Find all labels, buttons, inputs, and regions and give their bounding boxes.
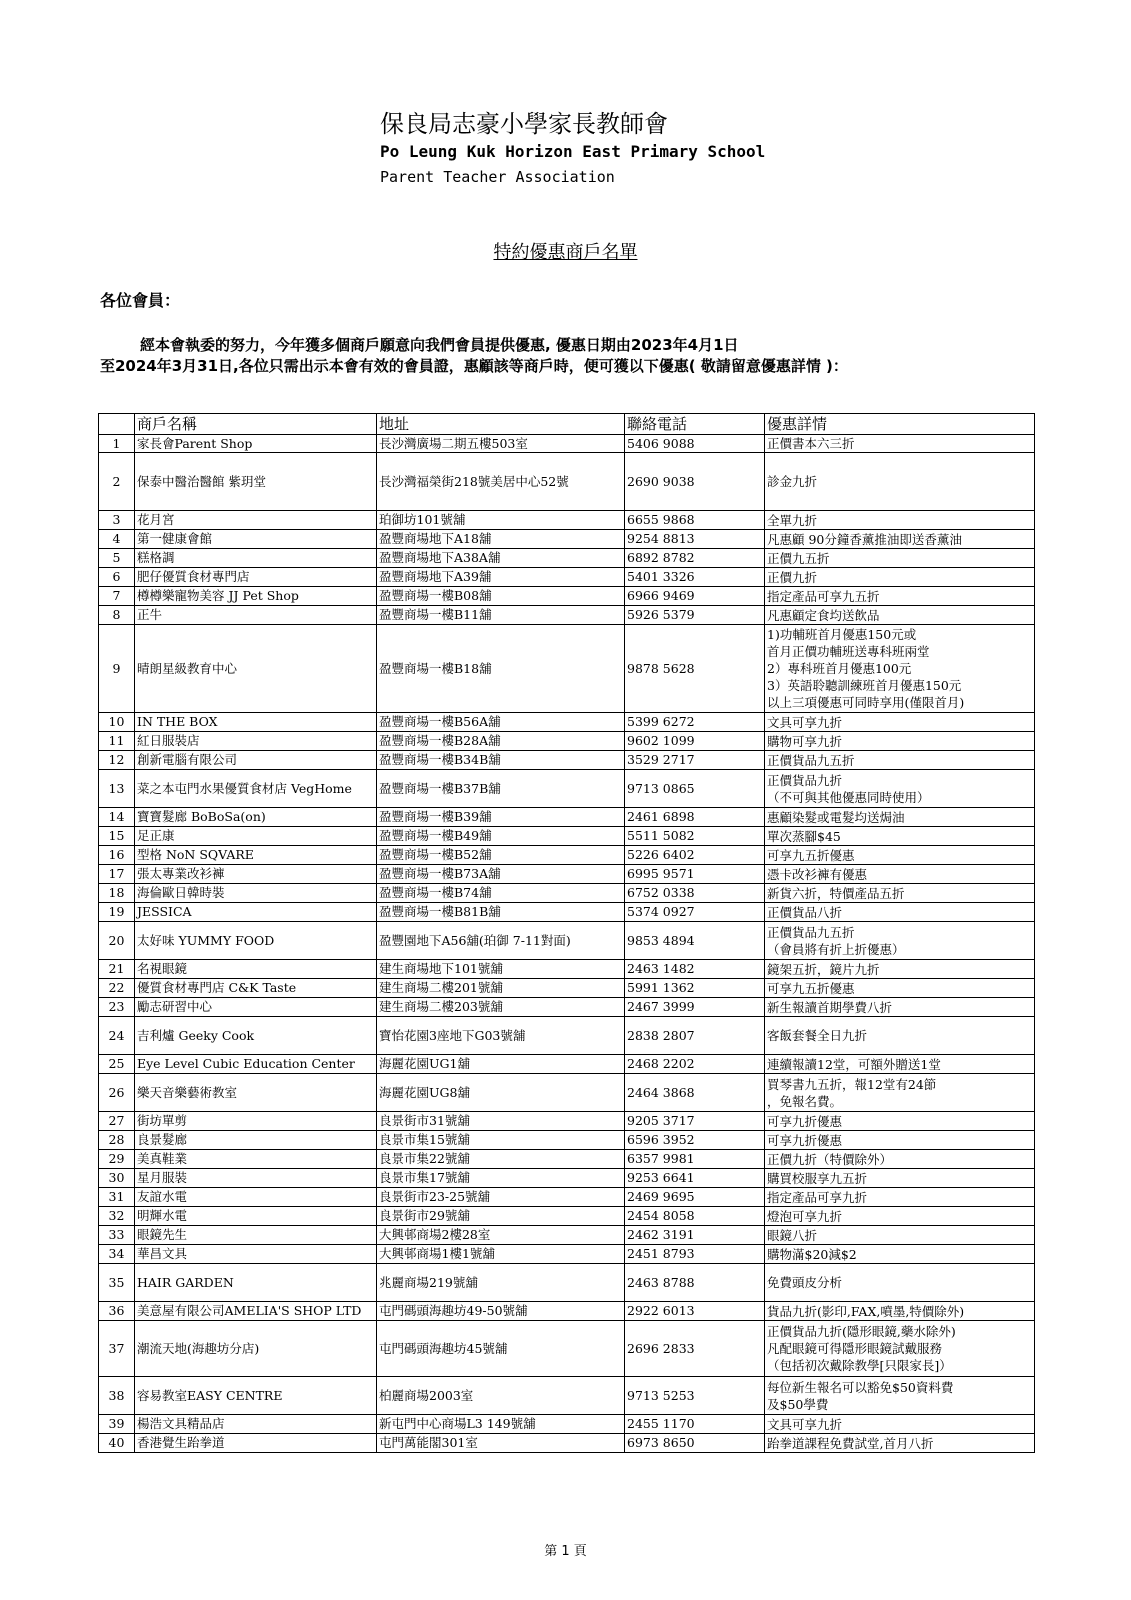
row-number: 16	[99, 846, 135, 865]
row-number: 4	[99, 530, 135, 549]
merchant-address: 屯門碼頭海趣坊49-50號舖	[377, 1302, 625, 1321]
row-number: 29	[99, 1150, 135, 1169]
merchant-name: 香港覺生跆拳道	[135, 1434, 377, 1453]
merchant-name: 勵志研習中心	[135, 998, 377, 1017]
table-header-row	[99, 414, 1035, 435]
row-number: 28	[99, 1131, 135, 1150]
merchant-phone: 2838 2807	[625, 1017, 765, 1055]
row-number: 19	[99, 903, 135, 922]
table-row	[99, 511, 1035, 530]
merchant-address: 盈豐商場一樓B73A舖	[377, 865, 625, 884]
table-row	[99, 1074, 1035, 1112]
merchant-name: 張太專業改衫褲	[135, 865, 377, 884]
merchant-phone: 9878 5628	[625, 625, 765, 713]
row-number: 37	[99, 1321, 135, 1377]
merchant-address: 大興邨商場1樓1號舖	[377, 1245, 625, 1264]
row-number: 9	[99, 625, 135, 713]
merchant-phone: 2922 6013	[625, 1302, 765, 1321]
merchant-name: Eye Level Cubic Education Center	[135, 1055, 377, 1074]
table-row	[99, 960, 1035, 979]
intro-line-1: 經本會執委的努力，今年獲多個商戶願意向我們會員提供優惠, 優惠日期由2023年4月1日	[140, 336, 739, 354]
offer-detail: 正價貨品八折	[765, 903, 1035, 922]
table-row	[99, 1112, 1035, 1131]
merchant-phone: 6752 0338	[625, 884, 765, 903]
table-row	[99, 1321, 1035, 1377]
row-number: 30	[99, 1169, 135, 1188]
merchant-name: 晴朗星級教育中心	[135, 625, 377, 713]
table-row	[99, 1226, 1035, 1245]
row-number: 20	[99, 922, 135, 960]
merchant-address: 盈豐園地下A56舖(珀御 7-11對面)	[377, 922, 625, 960]
merchant-phone: 5511 5082	[625, 827, 765, 846]
merchant-name: 星月服裝	[135, 1169, 377, 1188]
row-number: 15	[99, 827, 135, 846]
offer-detail: 鏡架五折，鏡片九折	[765, 960, 1035, 979]
row-number: 32	[99, 1207, 135, 1226]
merchant-phone: 5406 9088	[625, 435, 765, 453]
table-row	[99, 549, 1035, 568]
row-number: 14	[99, 808, 135, 827]
merchant-name: 花月宮	[135, 511, 377, 530]
intro-line-2: 至2024年3月31日,各位只需出示本會有效的會員證，惠顧該等商戶時，便可獲以下優惠( 敬請留意優惠詳情 )：	[100, 357, 848, 375]
merchant-name: 糕格調	[135, 549, 377, 568]
merchant-name: 正牛	[135, 606, 377, 625]
merchant-name: 太好味 YUMMY FOOD	[135, 922, 377, 960]
row-number: 35	[99, 1264, 135, 1302]
row-number: 33	[99, 1226, 135, 1245]
table-row	[99, 625, 1035, 713]
page-number: 第 1 頁	[544, 1544, 587, 1559]
merchant-name: 優質食材專門店 C&K Taste	[135, 979, 377, 998]
document-title: 特約優惠商戶名單	[493, 242, 638, 263]
offer-detail: 惠顧染髮或電髮均送焗油	[765, 808, 1035, 827]
table-row	[99, 770, 1035, 808]
table-row	[99, 1188, 1035, 1207]
offer-detail: 可享九五折優惠	[765, 979, 1035, 998]
row-number: 24	[99, 1017, 135, 1055]
offer-detail: 可享九折優惠	[765, 1131, 1035, 1150]
merchant-phone: 9853 4894	[625, 922, 765, 960]
offer-detail: 正價貨品九五折 （會員將有折上折優惠）	[765, 922, 1035, 960]
merchant-name: JESSICA	[135, 903, 377, 922]
offer-detail: 買琴書九五折，報12堂有24節 ，免報名費。	[765, 1074, 1035, 1112]
merchant-phone: 2455 1170	[625, 1415, 765, 1434]
merchant-phone: 2454 8058	[625, 1207, 765, 1226]
merchant-name: 街坊單剪	[135, 1112, 377, 1131]
merchant-name: 足正康	[135, 827, 377, 846]
offer-detail: 購物可享九折	[765, 732, 1035, 751]
offer-detail: 眼鏡八折	[765, 1226, 1035, 1245]
merchant-phone: 5226 6402	[625, 846, 765, 865]
merchant-phone: 5991 1362	[625, 979, 765, 998]
table-row	[99, 453, 1035, 511]
merchant-address: 盈豐商場一樓B49舖	[377, 827, 625, 846]
table-row	[99, 1150, 1035, 1169]
merchant-address: 良景街市23-25號舖	[377, 1188, 625, 1207]
merchant-phone: 9713 5253	[625, 1377, 765, 1415]
merchant-name: 美意屋有限公司AMELIA'S SHOP LTD	[135, 1302, 377, 1321]
merchant-name: 良景髮廊	[135, 1131, 377, 1150]
merchant-phone: 2462 3191	[625, 1226, 765, 1245]
merchant-phone: 3529 2717	[625, 751, 765, 770]
merchant-name: 菜之本屯門水果優質食材店 VegHome	[135, 770, 377, 808]
merchant-address: 盈豐商場一樓B28A舖	[377, 732, 625, 751]
row-number: 27	[99, 1112, 135, 1131]
merchant-address: 屯門萬能閣301室	[377, 1434, 625, 1453]
row-number: 26	[99, 1074, 135, 1112]
merchant-name: 保泰中醫治醫館 紫玥堂	[135, 453, 377, 511]
row-number: 18	[99, 884, 135, 903]
row-number: 22	[99, 979, 135, 998]
association-name-zh: 保良局志豪小學家長教師會	[380, 110, 668, 138]
header-address: 地址	[377, 414, 625, 435]
merchant-phone: 2463 1482	[625, 960, 765, 979]
merchant-phone: 2464 3868	[625, 1074, 765, 1112]
merchant-name: 美真鞋業	[135, 1150, 377, 1169]
merchant-name: 肥仔優質食材專門店	[135, 568, 377, 587]
merchant-address: 長沙灣福榮街218號美居中心52號	[377, 453, 625, 511]
header-merchant-name: 商戶名稱	[135, 414, 377, 435]
offer-detail: 新貨六折，特價產品五折	[765, 884, 1035, 903]
table-row	[99, 1131, 1035, 1150]
table-row	[99, 827, 1035, 846]
offer-detail: 正價九折（特價除外）	[765, 1150, 1035, 1169]
salutation: 各位會員：	[100, 291, 181, 310]
merchant-name: 眼鏡先生	[135, 1226, 377, 1245]
row-number: 5	[99, 549, 135, 568]
merchant-phone: 2469 9695	[625, 1188, 765, 1207]
merchant-address: 良景街市29號舖	[377, 1207, 625, 1226]
header-no	[99, 414, 135, 435]
offer-detail: 跆拳道課程免費試堂,首月八折	[765, 1434, 1035, 1453]
table-row	[99, 713, 1035, 732]
merchant-address: 盈豐商場一樓B52舖	[377, 846, 625, 865]
merchant-phone: 6892 8782	[625, 549, 765, 568]
offer-detail: 凡惠顧 90分鐘香薰推油即送香薰油	[765, 530, 1035, 549]
merchant-address: 屯門碼頭海趣坊45號舖	[377, 1321, 625, 1377]
merchant-phone: 9602 1099	[625, 732, 765, 751]
table-row	[99, 732, 1035, 751]
table-row	[99, 1415, 1035, 1434]
merchant-name: 名視眼鏡	[135, 960, 377, 979]
offer-detail: 可享九五折優惠	[765, 846, 1035, 865]
merchant-address: 良景街市31號舖	[377, 1112, 625, 1131]
merchant-address: 盈豐商場一樓B34B舖	[377, 751, 625, 770]
merchant-name: 樽樽樂寵物美容 JJ Pet Shop	[135, 587, 377, 606]
merchant-address: 盈豐商場一樓B81B舖	[377, 903, 625, 922]
table-row	[99, 1055, 1035, 1074]
row-number: 13	[99, 770, 135, 808]
table-row	[99, 530, 1035, 549]
association-name-en: Parent Teacher Association	[380, 168, 615, 186]
table-row	[99, 979, 1035, 998]
offer-detail: 正價九五折	[765, 549, 1035, 568]
table-row	[99, 1017, 1035, 1055]
merchant-phone: 2461 6898	[625, 808, 765, 827]
header-offer-details: 優惠詳情	[765, 414, 1035, 435]
merchant-address: 柏麗商場2003室	[377, 1377, 625, 1415]
offer-detail: 單次蒸腳$45	[765, 827, 1035, 846]
merchant-phone: 2468 2202	[625, 1055, 765, 1074]
table-row	[99, 998, 1035, 1017]
row-number: 17	[99, 865, 135, 884]
row-number: 40	[99, 1434, 135, 1453]
offer-detail: 凡惠顧定食均送飲品	[765, 606, 1035, 625]
row-number: 36	[99, 1302, 135, 1321]
table-row	[99, 846, 1035, 865]
merchant-name: 型格 NoN SQVARE	[135, 846, 377, 865]
header-phone: 聯絡電話	[625, 414, 765, 435]
merchant-address: 大興邨商場2樓28室	[377, 1226, 625, 1245]
merchant-address: 海麗花園UG8舖	[377, 1074, 625, 1112]
table-row	[99, 922, 1035, 960]
row-number: 6	[99, 568, 135, 587]
merchant-phone: 2696 2833	[625, 1321, 765, 1377]
table-row	[99, 587, 1035, 606]
merchant-phone: 9713 0865	[625, 770, 765, 808]
offer-detail: 指定產品可享九五折	[765, 587, 1035, 606]
merchant-address: 盈豐商場一樓B11舖	[377, 606, 625, 625]
merchant-address: 盈豐商場一樓B39舖	[377, 808, 625, 827]
merchant-phone: 6966 9469	[625, 587, 765, 606]
merchant-table	[98, 413, 1035, 1453]
offer-detail: 憑卡改衫褲有優惠	[765, 865, 1035, 884]
merchant-name: 明輝水電	[135, 1207, 377, 1226]
row-number: 34	[99, 1245, 135, 1264]
row-number: 11	[99, 732, 135, 751]
offer-detail: 購物滿$20減$2	[765, 1245, 1035, 1264]
merchant-phone: 5401 3326	[625, 568, 765, 587]
table-row	[99, 865, 1035, 884]
merchant-address: 盈豐商場一樓B37B舖	[377, 770, 625, 808]
table-row	[99, 1207, 1035, 1226]
offer-detail: 連續報讀12堂，可額外贈送1堂	[765, 1055, 1035, 1074]
row-number: 38	[99, 1377, 135, 1415]
merchant-name: 寶寶髮廊 BoBoSa(on)	[135, 808, 377, 827]
merchant-address: 盈豐商場一樓B18舖	[377, 625, 625, 713]
merchant-name: 紅日服裝店	[135, 732, 377, 751]
table-row	[99, 1169, 1035, 1188]
merchant-address: 海麗花園UG1舖	[377, 1055, 625, 1074]
school-name-en: Po Leung Kuk Horizon East Primary School	[380, 142, 766, 161]
merchant-name: 潮流天地(海趣坊分店)	[135, 1321, 377, 1377]
merchant-name: IN THE BOX	[135, 713, 377, 732]
table-row	[99, 606, 1035, 625]
row-number: 3	[99, 511, 135, 530]
offer-detail: 新生報讀首期學費八折	[765, 998, 1035, 1017]
table-row	[99, 884, 1035, 903]
offer-detail: 1)功輔班首月優惠150元或 首月正價功輔班送專科班兩堂 2）專科班首月優惠100元 3）英語聆聽訓練班首月優惠150元 以上三項優惠可同時享用(僅限首月)	[765, 625, 1035, 713]
row-number: 12	[99, 751, 135, 770]
merchant-address: 盈豐商場地下A18舖	[377, 530, 625, 549]
merchant-phone: 9254 8813	[625, 530, 765, 549]
row-number: 39	[99, 1415, 135, 1434]
merchant-name: 容易教室EASY CENTRE	[135, 1377, 377, 1415]
merchant-address: 建生商場地下101號舖	[377, 960, 625, 979]
merchant-address: 盈豐商場一樓B56A舖	[377, 713, 625, 732]
merchant-phone: 2463 8788	[625, 1264, 765, 1302]
offer-detail: 指定產品可享九折	[765, 1188, 1035, 1207]
offer-detail: 燈泡可享九折	[765, 1207, 1035, 1226]
merchant-address: 珀御坊101號舖	[377, 511, 625, 530]
merchant-name: 家長會Parent Shop	[135, 435, 377, 453]
offer-detail: 文具可享九折	[765, 1415, 1035, 1434]
merchant-address: 盈豐商場一樓B08舖	[377, 587, 625, 606]
table-row	[99, 751, 1035, 770]
row-number: 23	[99, 998, 135, 1017]
table-row	[99, 1434, 1035, 1453]
merchant-name: 友誼水電	[135, 1188, 377, 1207]
table-row	[99, 568, 1035, 587]
table-row	[99, 808, 1035, 827]
offer-detail: 正價書本六三折	[765, 435, 1035, 453]
merchant-name: 第一健康會館	[135, 530, 377, 549]
offer-detail: 正價貨品九折 （不可與其他優惠同時使用）	[765, 770, 1035, 808]
row-number: 31	[99, 1188, 135, 1207]
offer-detail: 全單九折	[765, 511, 1035, 530]
table-row	[99, 1264, 1035, 1302]
row-number: 10	[99, 713, 135, 732]
merchant-phone: 5399 6272	[625, 713, 765, 732]
offer-detail: 客飯套餐全日九折	[765, 1017, 1035, 1055]
merchant-phone: 2690 9038	[625, 453, 765, 511]
merchant-phone: 5926 5379	[625, 606, 765, 625]
merchant-phone: 9253 6641	[625, 1169, 765, 1188]
table-row	[99, 435, 1035, 453]
offer-detail: 貨品九折(影印,FAX,噴墨,特價除外)	[765, 1302, 1035, 1321]
row-number: 7	[99, 587, 135, 606]
offer-detail: 每位新生報名可以豁免$50資料費 及$50學費	[765, 1377, 1035, 1415]
offer-detail: 免費頭皮分析	[765, 1264, 1035, 1302]
merchant-phone: 6596 3952	[625, 1131, 765, 1150]
row-number: 1	[99, 435, 135, 453]
row-number: 21	[99, 960, 135, 979]
merchant-name: 創新電腦有限公司	[135, 751, 377, 770]
offer-detail: 文具可享九折	[765, 713, 1035, 732]
merchant-address: 寶怡花園3座地下G03號舖	[377, 1017, 625, 1055]
merchant-name: 樂天音樂藝術教室	[135, 1074, 377, 1112]
offer-detail: 診金九折	[765, 453, 1035, 511]
merchant-name: HAIR GARDEN	[135, 1264, 377, 1302]
table-row	[99, 1302, 1035, 1321]
merchant-address: 盈豐商場一樓B74舖	[377, 884, 625, 903]
merchant-name: 吉利爐 Geeky Cook	[135, 1017, 377, 1055]
table-row	[99, 903, 1035, 922]
merchant-phone: 9205 3717	[625, 1112, 765, 1131]
merchant-phone: 6357 9981	[625, 1150, 765, 1169]
offer-detail: 購買校服享九五折	[765, 1169, 1035, 1188]
merchant-name: 楊浩文具精品店	[135, 1415, 377, 1434]
merchant-address: 新屯門中心商場L3 149號舖	[377, 1415, 625, 1434]
merchant-address: 盈豐商場地下A38A舖	[377, 549, 625, 568]
merchant-address: 建生商場二樓201號舖	[377, 979, 625, 998]
merchant-name: 海倫歐日韓時裝	[135, 884, 377, 903]
merchant-address: 長沙灣廣場二期五樓503室	[377, 435, 625, 453]
merchant-phone: 6973 8650	[625, 1434, 765, 1453]
row-number: 25	[99, 1055, 135, 1074]
offer-detail: 正價貨品九折(隱形眼鏡,藥水除外) 凡配眼鏡可得隱形眼鏡試戴服務 （包括初次戴除教學[只限家長]）	[765, 1321, 1035, 1377]
offer-detail: 可享九折優惠	[765, 1112, 1035, 1131]
merchant-phone: 5374 0927	[625, 903, 765, 922]
merchant-name: 華昌文具	[135, 1245, 377, 1264]
row-number: 2	[99, 453, 135, 511]
merchant-phone: 2451 8793	[625, 1245, 765, 1264]
merchant-address: 兆麗商場219號舖	[377, 1264, 625, 1302]
merchant-address: 良景市集22號舖	[377, 1150, 625, 1169]
table-row	[99, 1245, 1035, 1264]
merchant-address: 盈豐商場地下A39舖	[377, 568, 625, 587]
merchant-phone: 2467 3999	[625, 998, 765, 1017]
offer-detail: 正價貨品九五折	[765, 751, 1035, 770]
table-row	[99, 1377, 1035, 1415]
merchant-address: 良景市集15號舖	[377, 1131, 625, 1150]
row-number: 8	[99, 606, 135, 625]
merchant-address: 良景市集17號舖	[377, 1169, 625, 1188]
merchant-phone: 6655 9868	[625, 511, 765, 530]
merchant-address: 建生商場二樓203號舖	[377, 998, 625, 1017]
offer-detail: 正價九折	[765, 568, 1035, 587]
merchant-phone: 6995 9571	[625, 865, 765, 884]
